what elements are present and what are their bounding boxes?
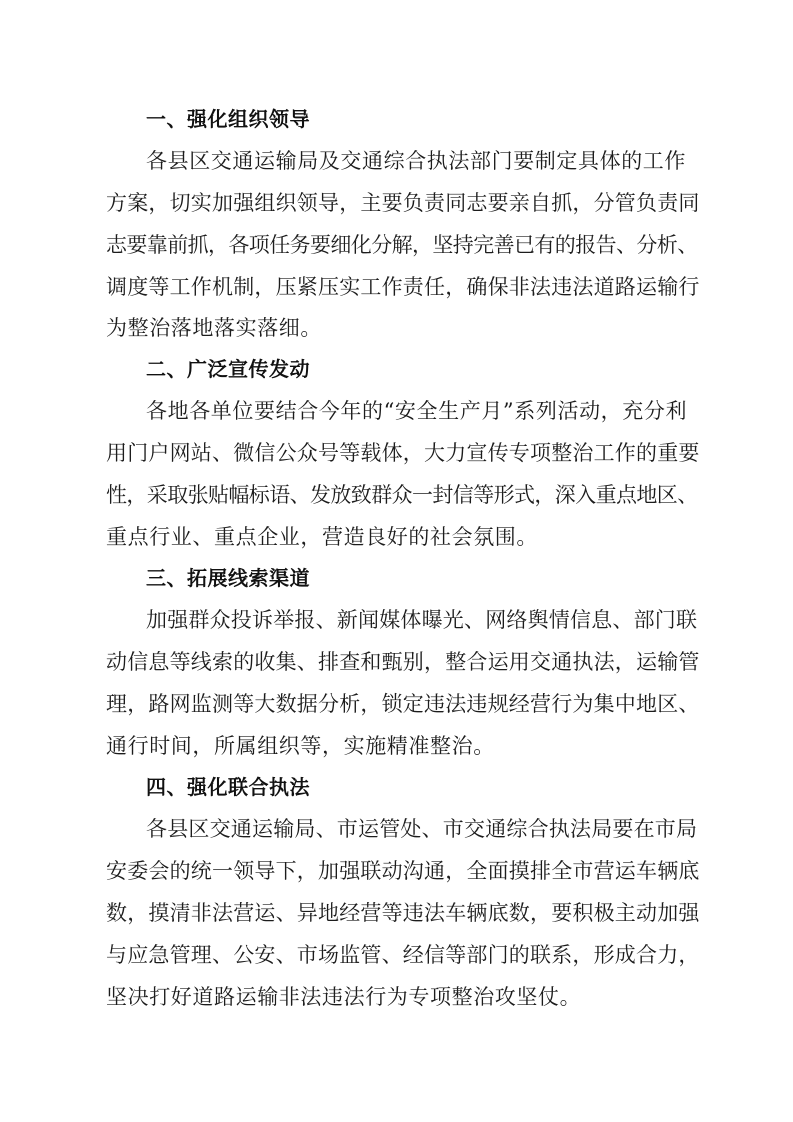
paragraph-line: 各地各单位要结合今年的“安全生产月”系列活动，充分利 [146, 399, 688, 423]
paragraph-line: 重点行业、重点企业，营造良好的社会氛围。 [106, 525, 538, 549]
paragraph-line: 数，摸清非法营运、异地经营等违法车辆底数，要积极主动加强 [106, 901, 700, 925]
section-heading: 一、强化组织领导 [146, 107, 310, 131]
paragraph-line: 性，采取张贴幅标语、发放致群众一封信等形式，深入重点地区、 [106, 483, 698, 507]
paragraph-line: 通行时间，所属组织等，实施精准整治。 [106, 734, 495, 758]
section-heading: 三、拓展线索渠道 [146, 566, 310, 590]
paragraph-line: 安委会的统一领导下，加强联动沟通，全面摸排全市营运车辆底 [106, 859, 700, 883]
paragraph-line: 各县区交通运输局、市运管处、市交通综合执法局要在市局 [146, 817, 698, 841]
paragraph-line: 志要靠前抓，各项任务要细化分解，坚持完善已有的报告、分析、 [106, 233, 698, 257]
paragraph-line: 各县区交通运输局及交通综合执法部门要制定具体的工作 [146, 149, 686, 173]
section-heading: 二、广泛宣传发动 [146, 357, 310, 381]
paragraph-line: 为整治落地落实落细。 [106, 316, 322, 340]
paragraph-line: 调度等工作机制，压紧压实工作责任，确保非法违法道路运输行 [106, 275, 700, 299]
paragraph-line: 用门户网站、微信公众号等载体，大力宣传专项整治工作的重要 [106, 441, 700, 465]
section-heading: 四、强化联合执法 [146, 775, 310, 799]
paragraph-line: 方案，切实加强组织领导，主要负责同志要亲自抓，分管负责同 [106, 191, 700, 215]
paragraph-line: 与应急管理、公安、市场监管、经信等部门的联系，形成合力， [106, 943, 700, 967]
paragraph-line: 坚决打好道路运输非法违法行为专项整治攻坚仗。 [106, 985, 582, 1009]
paragraph-line: 动信息等线索的收集、排查和甄别，整合运用交通执法，运输管 [106, 650, 700, 674]
paragraph-line: 理，路网监测等大数据分析，锁定违法违规经营行为集中地区、 [106, 692, 700, 716]
paragraph-line: 加强群众投诉举报、新闻媒体曝光、网络舆情信息、部门联 [146, 608, 698, 632]
